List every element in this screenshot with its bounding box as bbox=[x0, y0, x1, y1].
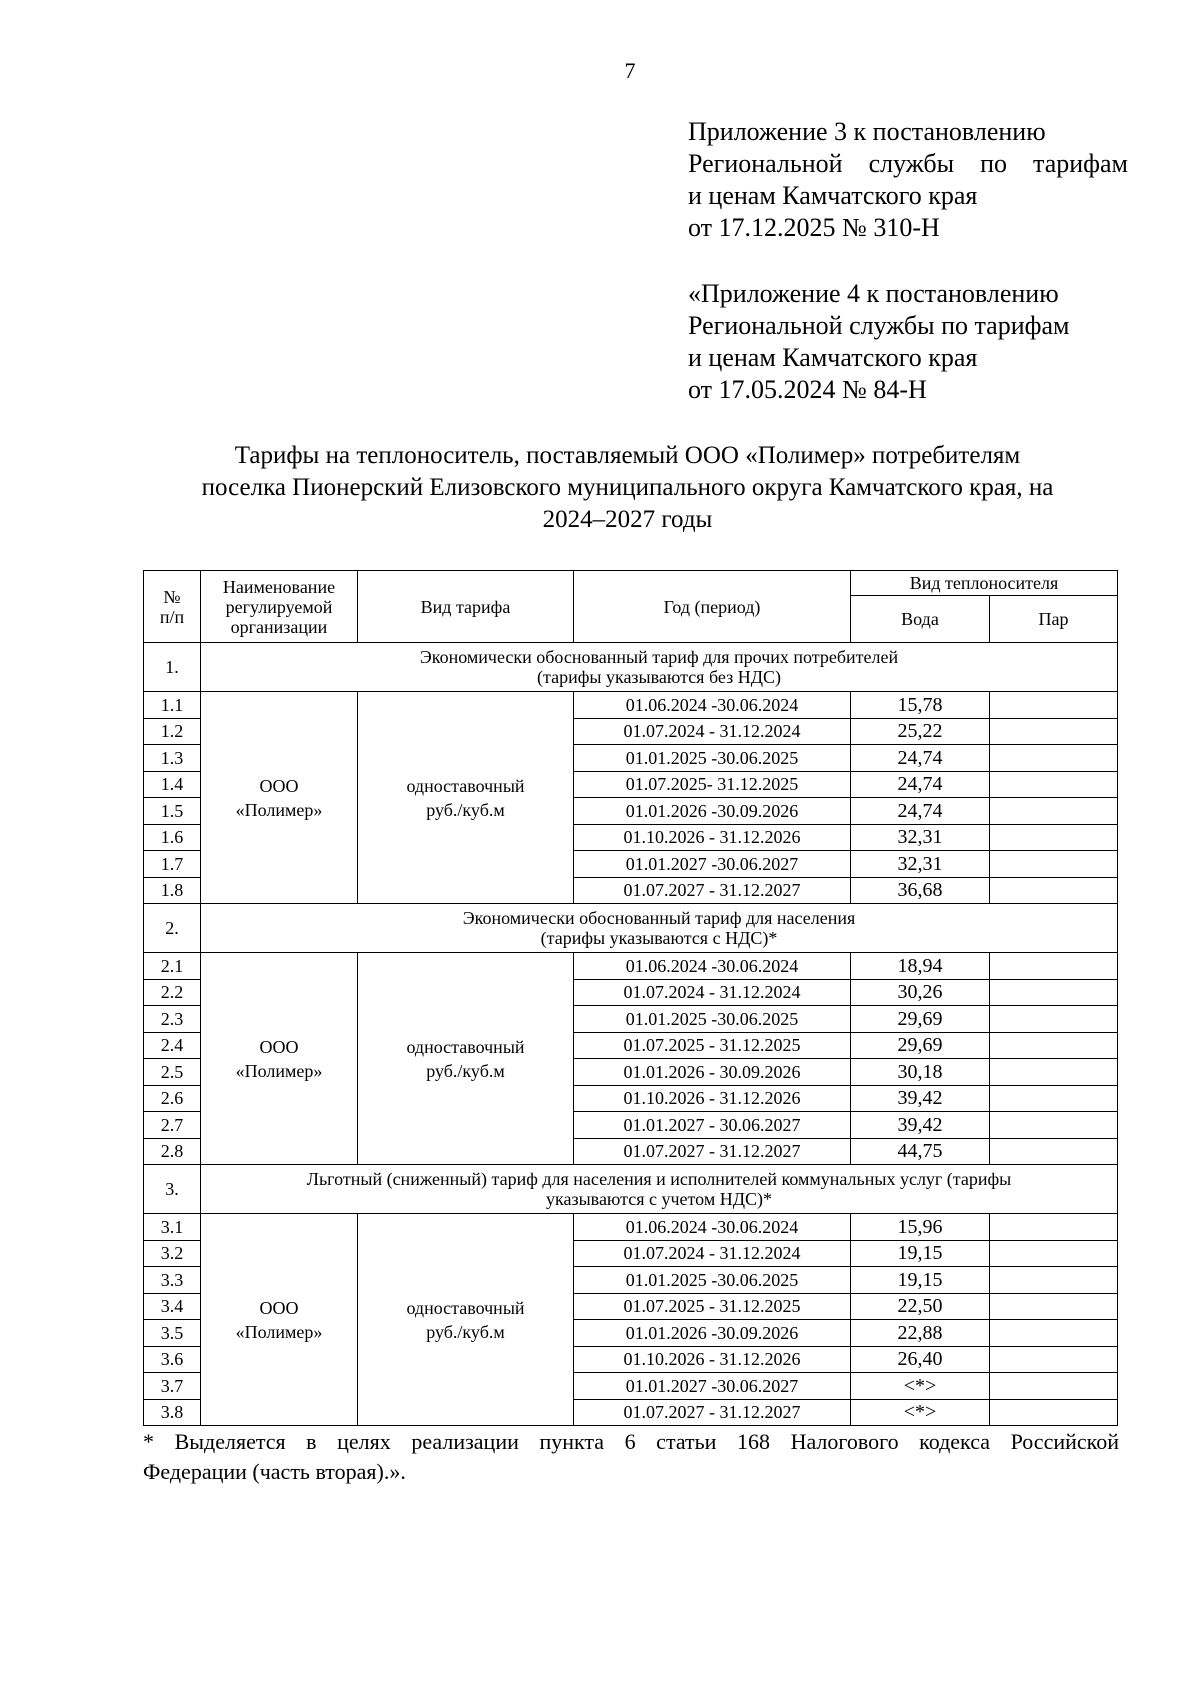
steam-value bbox=[990, 979, 1118, 1006]
section-title-line: Экономически обоснованный тариф для прочих потребителей bbox=[419, 647, 899, 667]
period-cell: 01.01.2027 - 30.06.2027 bbox=[574, 1112, 851, 1139]
steam-value bbox=[990, 1059, 1118, 1086]
appendix-reference-old bbox=[688, 278, 1128, 406]
steam-value bbox=[990, 745, 1118, 772]
header-period: Год (период) bbox=[574, 571, 851, 643]
row-number: 2.8 bbox=[144, 1138, 201, 1165]
water-value: 44,75 bbox=[851, 1138, 990, 1165]
row-number: 1.6 bbox=[144, 824, 201, 851]
table-row bbox=[144, 692, 1118, 719]
header-number bbox=[144, 571, 201, 643]
header-text: организации bbox=[230, 616, 328, 637]
steam-value bbox=[990, 798, 1118, 825]
section-row bbox=[144, 1165, 1118, 1214]
title-line: 2024–2027 годы bbox=[542, 506, 713, 533]
appendix-line: от 17.05.2024 № 84-Н bbox=[688, 375, 927, 404]
row-number: 3.7 bbox=[144, 1373, 201, 1400]
period-cell: 01.07.2027 - 31.12.2027 bbox=[574, 877, 851, 904]
tariff-type-line: одноставочный bbox=[406, 775, 525, 796]
period-cell: 01.01.2025 -30.06.2025 bbox=[574, 1006, 851, 1033]
row-number: 3.1 bbox=[144, 1214, 201, 1241]
steam-value bbox=[990, 692, 1118, 719]
organization-line: ООО bbox=[259, 1297, 299, 1318]
water-value: 24,74 bbox=[851, 745, 990, 772]
water-value: 30,18 bbox=[851, 1059, 990, 1086]
steam-value bbox=[990, 1085, 1118, 1112]
steam-value bbox=[990, 1346, 1118, 1373]
steam-value bbox=[990, 877, 1118, 904]
section-title bbox=[201, 1165, 1118, 1214]
row-number: 2.4 bbox=[144, 1032, 201, 1059]
row-number: 1.7 bbox=[144, 851, 201, 878]
row-number: 1.8 bbox=[144, 877, 201, 904]
row-number: 2.1 bbox=[144, 953, 201, 980]
period-cell: 01.01.2027 -30.06.2027 bbox=[574, 851, 851, 878]
water-value: 24,74 bbox=[851, 771, 990, 798]
organization-cell bbox=[201, 692, 358, 904]
organization-line: «Полимер» bbox=[235, 799, 323, 820]
row-number: 1.4 bbox=[144, 771, 201, 798]
organization-line: ООО bbox=[259, 775, 299, 796]
title-line: Тарифы на теплоноситель, поставляемый ООО «Полимер» потребителям bbox=[234, 442, 1021, 469]
header-steam: Пар bbox=[990, 596, 1118, 643]
header-tariff-type: Вид тарифа bbox=[358, 571, 574, 643]
header-text: № bbox=[163, 586, 181, 607]
appendix-line: Региональной службы по тарифам bbox=[688, 311, 1070, 340]
row-number: 2.5 bbox=[144, 1059, 201, 1086]
row-number: 2.6 bbox=[144, 1085, 201, 1112]
water-value: 19,15 bbox=[851, 1240, 990, 1267]
water-value: 39,42 bbox=[851, 1085, 990, 1112]
period-cell: 01.07.2024 - 31.12.2024 bbox=[574, 1240, 851, 1267]
organization-line: «Полимер» bbox=[235, 1321, 323, 1342]
row-number: 3.5 bbox=[144, 1320, 201, 1347]
water-value: 32,31 bbox=[851, 824, 990, 851]
steam-value bbox=[990, 1267, 1118, 1294]
water-value: 26,40 bbox=[851, 1346, 990, 1373]
table-row bbox=[144, 1214, 1118, 1241]
row-number: 2.2 bbox=[144, 979, 201, 1006]
header-carrier: Вид теплоносителя bbox=[851, 571, 1118, 596]
appendix-line: и ценам Камчатского края bbox=[688, 181, 978, 210]
period-cell: 01.01.2026 -30.09.2026 bbox=[574, 798, 851, 825]
period-cell: 01.06.2024 -30.06.2024 bbox=[574, 692, 851, 719]
tariff-type-cell bbox=[358, 692, 574, 904]
organization-cell bbox=[201, 1214, 358, 1426]
row-number: 3.4 bbox=[144, 1293, 201, 1320]
section-title bbox=[201, 904, 1118, 953]
document-title bbox=[135, 440, 1120, 536]
section-title-line: (тарифы указываются без НДС) bbox=[537, 667, 781, 687]
period-cell: 01.01.2025 -30.06.2025 bbox=[574, 745, 851, 772]
period-cell: 01.06.2024 -30.06.2024 bbox=[574, 953, 851, 980]
section-title-line: Экономически обоснованный тариф для населения bbox=[462, 908, 856, 928]
tariff-type-line: руб./куб.м bbox=[426, 799, 505, 820]
steam-value bbox=[990, 1032, 1118, 1059]
steam-value bbox=[990, 1373, 1118, 1400]
water-value: <*> bbox=[851, 1399, 990, 1426]
steam-value bbox=[990, 1320, 1118, 1347]
steam-value bbox=[990, 824, 1118, 851]
tariff-type-line: руб./куб.м bbox=[426, 1060, 505, 1081]
title-line: поселка Пионерский Елизовского муниципального округа Камчатского края, на bbox=[201, 474, 1054, 501]
steam-value bbox=[990, 1006, 1118, 1033]
header-water: Вода bbox=[851, 596, 990, 643]
appendix-line: Приложение 3 к постановлению bbox=[688, 117, 1046, 146]
period-cell: 01.07.2024 - 31.12.2024 bbox=[574, 718, 851, 745]
tariff-type-cell bbox=[358, 953, 574, 1165]
steam-value bbox=[990, 718, 1118, 745]
appendix-line: Региональной службы по тарифам bbox=[688, 149, 1128, 178]
period-cell: 01.10.2026 - 31.12.2026 bbox=[574, 1085, 851, 1112]
row-number: 3.3 bbox=[144, 1267, 201, 1294]
footnote-line: * Выделяется в целях реализации пункта 6 статьи 168 Налогового кодекса Российской bbox=[143, 1429, 1119, 1454]
water-value: 15,78 bbox=[851, 692, 990, 719]
period-cell: 01.07.2025- 31.12.2025 bbox=[574, 771, 851, 798]
water-value: 39,42 bbox=[851, 1112, 990, 1139]
water-value: 25,22 bbox=[851, 718, 990, 745]
water-value: <*> bbox=[851, 1373, 990, 1400]
water-value: 29,69 bbox=[851, 1032, 990, 1059]
header-text: п/п bbox=[159, 606, 185, 627]
steam-value bbox=[990, 1240, 1118, 1267]
section-row bbox=[144, 904, 1118, 953]
organization-cell bbox=[201, 953, 358, 1165]
section-number: 1. bbox=[144, 643, 201, 692]
period-cell: 01.10.2026 - 31.12.2026 bbox=[574, 824, 851, 851]
row-number: 3.2 bbox=[144, 1240, 201, 1267]
steam-value bbox=[990, 771, 1118, 798]
section-row bbox=[144, 643, 1118, 692]
section-title-line: Льготный (сниженный) тариф для населения и исполнителей коммунальных услуг (тарифы bbox=[306, 1169, 1012, 1189]
water-value: 36,68 bbox=[851, 877, 990, 904]
header-row bbox=[144, 571, 1118, 596]
tariff-table bbox=[143, 570, 1118, 1426]
appendix-line: и ценам Камчатского края bbox=[688, 343, 978, 372]
appendix-line: от 17.12.2025 № 310-Н bbox=[688, 213, 940, 242]
tariff-type-line: одноставочный bbox=[406, 1297, 525, 1318]
period-cell: 01.01.2026 -30.09.2026 bbox=[574, 1320, 851, 1347]
tariff-type-cell bbox=[358, 1214, 574, 1426]
period-cell: 01.06.2024 -30.06.2024 bbox=[574, 1214, 851, 1241]
period-cell: 01.07.2027 - 31.12.2027 bbox=[574, 1138, 851, 1165]
steam-value bbox=[990, 1293, 1118, 1320]
row-number: 2.7 bbox=[144, 1112, 201, 1139]
row-number: 1.3 bbox=[144, 745, 201, 772]
period-cell: 01.07.2025 - 31.12.2025 bbox=[574, 1032, 851, 1059]
water-value: 22,88 bbox=[851, 1320, 990, 1347]
steam-value bbox=[990, 851, 1118, 878]
period-cell: 01.01.2025 -30.06.2025 bbox=[574, 1267, 851, 1294]
water-value: 18,94 bbox=[851, 953, 990, 980]
row-number: 1.5 bbox=[144, 798, 201, 825]
period-cell: 01.10.2026 - 31.12.2026 bbox=[574, 1346, 851, 1373]
header-text: регулируемой bbox=[225, 596, 333, 617]
water-value: 29,69 bbox=[851, 1006, 990, 1033]
section-title bbox=[201, 643, 1118, 692]
row-number: 3.8 bbox=[144, 1399, 201, 1426]
header-text: Наименование bbox=[222, 576, 336, 597]
section-number: 3. bbox=[144, 1165, 201, 1214]
section-title-line: (тарифы указываются с НДС)* bbox=[540, 928, 778, 948]
steam-value bbox=[990, 1214, 1118, 1241]
tariff-type-line: одноставочный bbox=[406, 1036, 525, 1057]
period-cell: 01.07.2025 - 31.12.2025 bbox=[574, 1293, 851, 1320]
period-cell: 01.01.2027 -30.06.2027 bbox=[574, 1373, 851, 1400]
period-cell: 01.01.2026 - 30.09.2026 bbox=[574, 1059, 851, 1086]
header-organization bbox=[201, 571, 358, 643]
organization-line: ООО bbox=[259, 1036, 299, 1057]
water-value: 24,74 bbox=[851, 798, 990, 825]
row-number: 2.3 bbox=[144, 1006, 201, 1033]
water-value: 19,15 bbox=[851, 1267, 990, 1294]
row-number: 3.6 bbox=[144, 1346, 201, 1373]
page-number: 7 bbox=[624, 58, 636, 83]
steam-value bbox=[990, 953, 1118, 980]
steam-value bbox=[990, 1138, 1118, 1165]
row-number: 1.1 bbox=[144, 692, 201, 719]
water-value: 32,31 bbox=[851, 851, 990, 878]
appendix-reference-new bbox=[688, 116, 1128, 244]
water-value: 30,26 bbox=[851, 979, 990, 1006]
period-cell: 01.07.2024 - 31.12.2024 bbox=[574, 979, 851, 1006]
period-cell: 01.07.2027 - 31.12.2027 bbox=[574, 1399, 851, 1426]
water-value: 15,96 bbox=[851, 1214, 990, 1241]
footnote bbox=[143, 1427, 1119, 1487]
steam-value bbox=[990, 1112, 1118, 1139]
section-number: 2. bbox=[144, 904, 201, 953]
steam-value bbox=[990, 1399, 1118, 1426]
table-row bbox=[144, 953, 1118, 980]
section-title-line: указываются с учетом НДС)* bbox=[546, 1189, 772, 1209]
water-value: 22,50 bbox=[851, 1293, 990, 1320]
appendix-line: «Приложение 4 к постановлению bbox=[688, 279, 1059, 308]
tariff-type-line: руб./куб.м bbox=[426, 1321, 505, 1342]
organization-line: «Полимер» bbox=[235, 1060, 323, 1081]
footnote-line: Федерации (часть вторая).». bbox=[143, 1459, 406, 1484]
row-number: 1.2 bbox=[144, 718, 201, 745]
